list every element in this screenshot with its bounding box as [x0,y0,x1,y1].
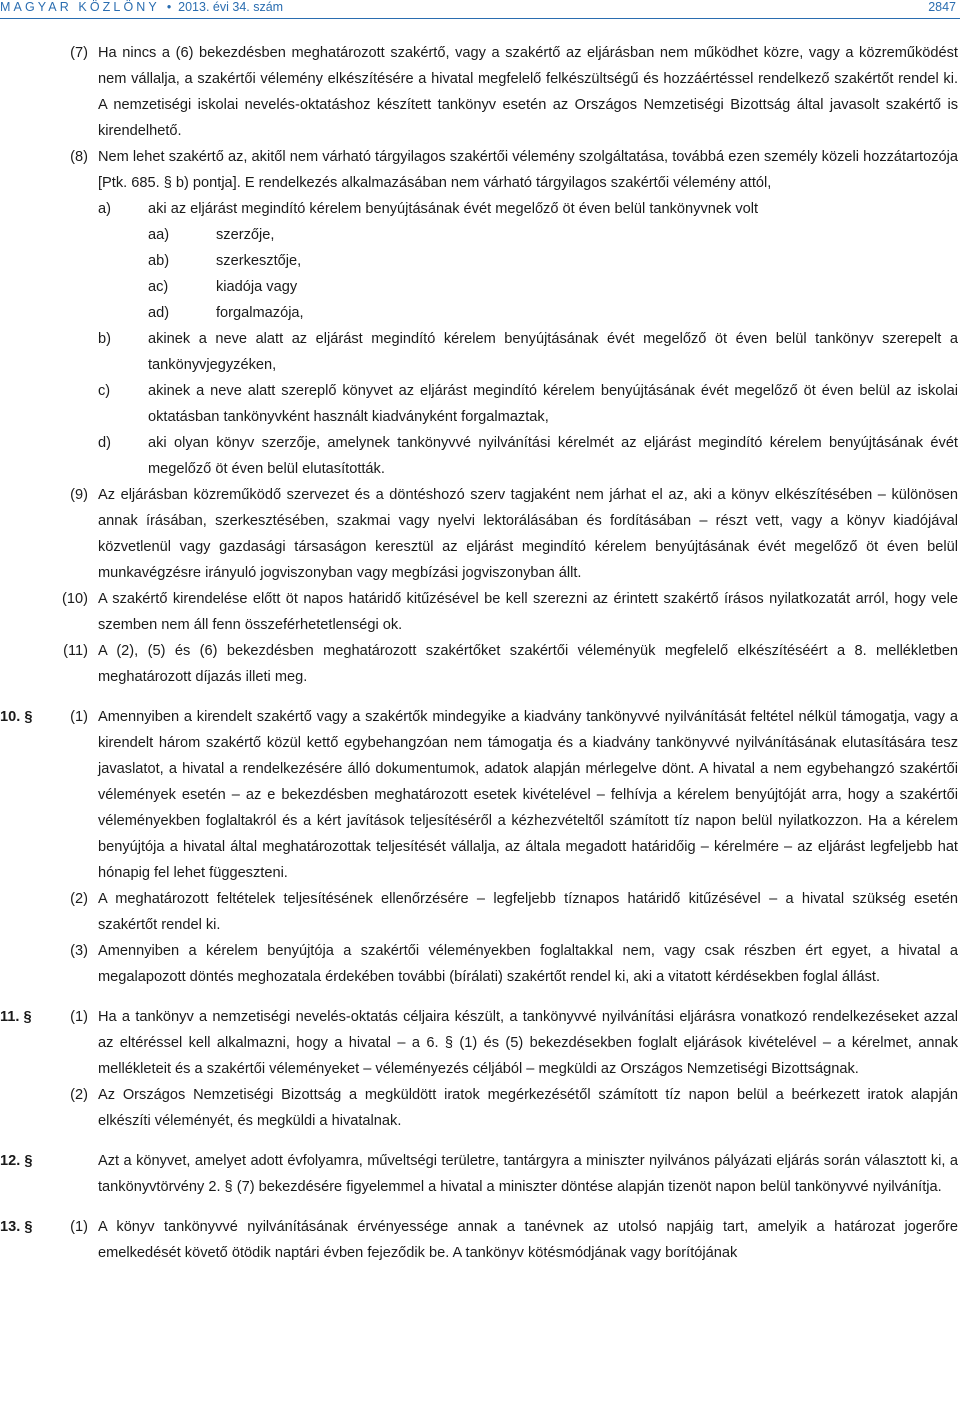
point-aa [0,222,958,248]
point-text: aki az eljárást megindító kérelem benyújtásának évét megelőző öt éven belül tankönyvnek volt [148,201,759,217]
paragraph-text: Az Országos Nemzetiségi Bizottság a megküldött iratok megérkezésétől számított tíz napon belül a beérkezett iratok alapján elkészíti véleményét, és megküldi a hivatalnak. [98,1087,958,1129]
point-text: akinek a neve alatt az eljárást megindító kérelem benyújtásának évét megelőző öt éven belül tankönyv szerepelt a tankönyvjegyzéken, [148,331,958,373]
point-letter: ab) [148,253,170,269]
point-letter: a) [98,201,111,217]
header-rule [0,18,960,19]
paragraph-text: A könyv tankönyvvé nyilvánításának érvényessége annak a tanévnek az utolsó napjáig tart, amelyik a határozat jogerőre emelkedését követő ötödik naptári évben fejeződik be. A tankönyv kötésmódjának vagy borítójának [98,1219,958,1261]
point-text: forgalmazója, [216,305,304,321]
section-11-paragraph-1 [0,1004,958,1082]
paragraph-number: (10) [62,591,88,607]
point-c [0,378,958,430]
paragraph-number: (1) [70,709,88,725]
paragraph-text: Nem lehet szakértő az, akitől nem várható tárgyilagos szakértői vélemény szolgáltatása, továbbá ezen személy közeli hozzátartozója [Ptk. 685. § b) pontja]. E rendelkezés alkalmazásában nem várható tárgyilagos szakértői vélemény attól, [98,149,958,191]
point-letter: b) [98,331,111,347]
point-text: szerkesztője, [216,253,302,269]
point-ac [0,274,958,300]
paragraph-number: (1) [70,1219,88,1235]
paragraph-text: A (2), (5) és (6) bekezdésben meghatározott szakértőket szakértői véleményük megfelelő elkészítéséért a 8. mellékletben meghatározott díjazás illeti meg. [98,643,958,685]
point-letter: d) [98,435,111,451]
paragraph-text: A szakértő kirendelése előtt öt napos határidő kitűzésével be kell szerezni az érintett szakértő írásos nyilatkozatát arról, hogy vele szemben nem áll fenn összeférhetetlenségi ok. [98,591,958,633]
section-10-paragraph-2 [0,886,958,938]
header-bullet: • [166,0,172,14]
section-label: 12. § [0,1153,33,1169]
paragraph-number: (2) [70,891,88,907]
paragraph-10 [0,586,958,638]
page-header [0,0,960,24]
point-a [0,196,958,222]
paragraph-number: (11) [63,643,88,659]
paragraph-8 [0,144,958,196]
point-ad [0,300,958,326]
point-text: akinek a neve alatt szereplő könyvet az eljárást megindító kérelem benyújtásának évét megelőző öt éven belül az iskolai oktatásban tankönyvként használt kiadványként forgalmaztak, [148,383,958,425]
document-body [0,40,960,1266]
paragraph-number: (7) [70,45,88,61]
paragraph-number: (1) [70,1009,88,1025]
paragraph-number: (3) [70,943,88,959]
section-label: 10. § [0,709,33,725]
paragraph-number: (8) [70,149,88,165]
section-label: 13. § [0,1219,33,1235]
paragraph-11 [0,638,958,690]
paragraph-text: Amennyiben a kérelem benyújtója a szakértői véleményekben foglaltakkal nem, vagy csak részben ért egyet, a hivatal a megalapozott döntés meghozatala érdekében további (bírálati) szakértőt rendel ki, aki a vitatott kérdésekben foglal állást. [98,943,958,985]
section-10-paragraph-3 [0,938,958,990]
paragraph-9 [0,482,958,586]
paragraph-number: (2) [70,1087,88,1103]
journal-title: MAGYAR KÖZLÖNY [0,0,160,14]
paragraph-text: Ha nincs a (6) bekezdésben meghatározott szakértő, vagy a szakértő az eljárásban nem működhet közre, vagy a közreműködést nem vállalja, a szakértői vélemény elkészítésére a hivatal megfelelő felkészültségű és hozzáértéssel rendelkező szakértőt rendel ki. A nemzetiségi iskolai nevelés-oktatáshoz készített tankönyv esetén az Országos Nemzetiségi Bizottság által javasolt szakértő is kirendelhető. [98,45,958,139]
paragraph-text: Ha a tankönyv a nemzetiségi nevelés-oktatás céljaira készült, a tankönyvvé nyilvánítási eljárásra vonatkozó rendelkezéseket azzal az eltéréssel kell alkalmazni, hogy a hivatal – a 6. § (1) és (5) bekezdésekben foglalt eljárások kivételével – a kérelmet, annak mellékleteit és a szakértői véleményeket – véleményezés céljából – megküldi az Országos Nemzetiségi Bizottságnak. [98,1009,958,1077]
point-text: kiadója vagy [216,279,298,295]
point-letter: aa) [148,227,170,243]
paragraph-text: A meghatározott feltételek teljesítésének ellenőrzésére – legfeljebb tíznapos határidő kitűzésével – a hivatal szükség esetén szakértőt rendel ki. [98,891,958,933]
point-b [0,326,958,378]
page-number: 2847 [928,0,956,14]
point-text: aki olyan könyv szerzője, amelynek tankönyvvé nyilvánítási kérelmét az eljárást megindító kérelem benyújtásának évét megelőző öt éven belül elutasították. [148,435,958,477]
issue-label: 2013. évi 34. szám [178,0,284,14]
point-ab [0,248,958,274]
paragraph-text: Amennyiben a kirendelt szakértő vagy a szakértők mindegyike a kiadvány tankönyvvé nyilvánítását feltétel nélkül támogatja, vagy a kirendelt három szakértő közül kettő egybehangzóan nem támogatja és a kiadvány tankönyvvé nyilvánításának elutasítására tesz javaslatot, a hivatal a rendelkezésére álló dokumentumok, adatok alapján mérlegelve dönt. A hivatal a nem egybehangzó szakértői vélemények esetén – az e bekezdésben meghatározott esetek kivételével – felhívja a kérelem benyújtóját arra, hogy a szakértői véleményekben foglaltakról és a kért javítások teljesítéséről a kézhezvételtől számított tíz napon belül nyilatkozzon. Ha a kérelem benyújtója a hivatal által meghatározottak teljesítését vállalja, az általa megadott határidőig – kérelmére – az eljárást legfeljebb hat hónapig fel lehet függeszteni. [98,709,958,881]
point-text: szerzője, [216,227,275,243]
point-d [0,430,958,482]
section-label: 11. § [0,1009,32,1025]
journal-header [0,0,283,14]
paragraph-text: Az eljárásban közreműködő szervezet és a döntéshozó szerv tagjaként nem járhat el az, aki a könyv elkészítésében – különösen annak írásában, szerkesztésében, szakmai vagy nyelvi lektorálásában és fordításában – részt vett, vagy a könyv kiadójával közvetlenül vagy gazdasági társaságon keresztül az eljárást megindító kérelem benyújtásának évét megelőző öt éven belül munkavégzésre irányuló jogviszonyban vagy megbízási jogviszonyban állt. [98,487,958,581]
paragraph-number: (9) [70,487,88,503]
paragraph-7 [0,40,958,144]
section-13-paragraph-1 [0,1214,958,1266]
section-10-paragraph-1 [0,704,958,886]
point-letter: ad) [148,305,170,321]
point-letter: ac) [148,279,169,295]
point-letter: c) [98,383,111,399]
section-12-paragraph [0,1148,958,1200]
paragraph-text: Azt a könyvet, amelyet adott évfolyamra, műveltségi területre, tantárgyra a miniszter nyilvános pályázati eljárás során választott ki, a tankönyvtörvény 2. § (7) bekezdésére figyelemmel a hivatal a miniszter döntése alapján tizenöt napon belül tankönyvvé nyilvánítja. [98,1153,958,1195]
section-11-paragraph-2 [0,1082,958,1134]
